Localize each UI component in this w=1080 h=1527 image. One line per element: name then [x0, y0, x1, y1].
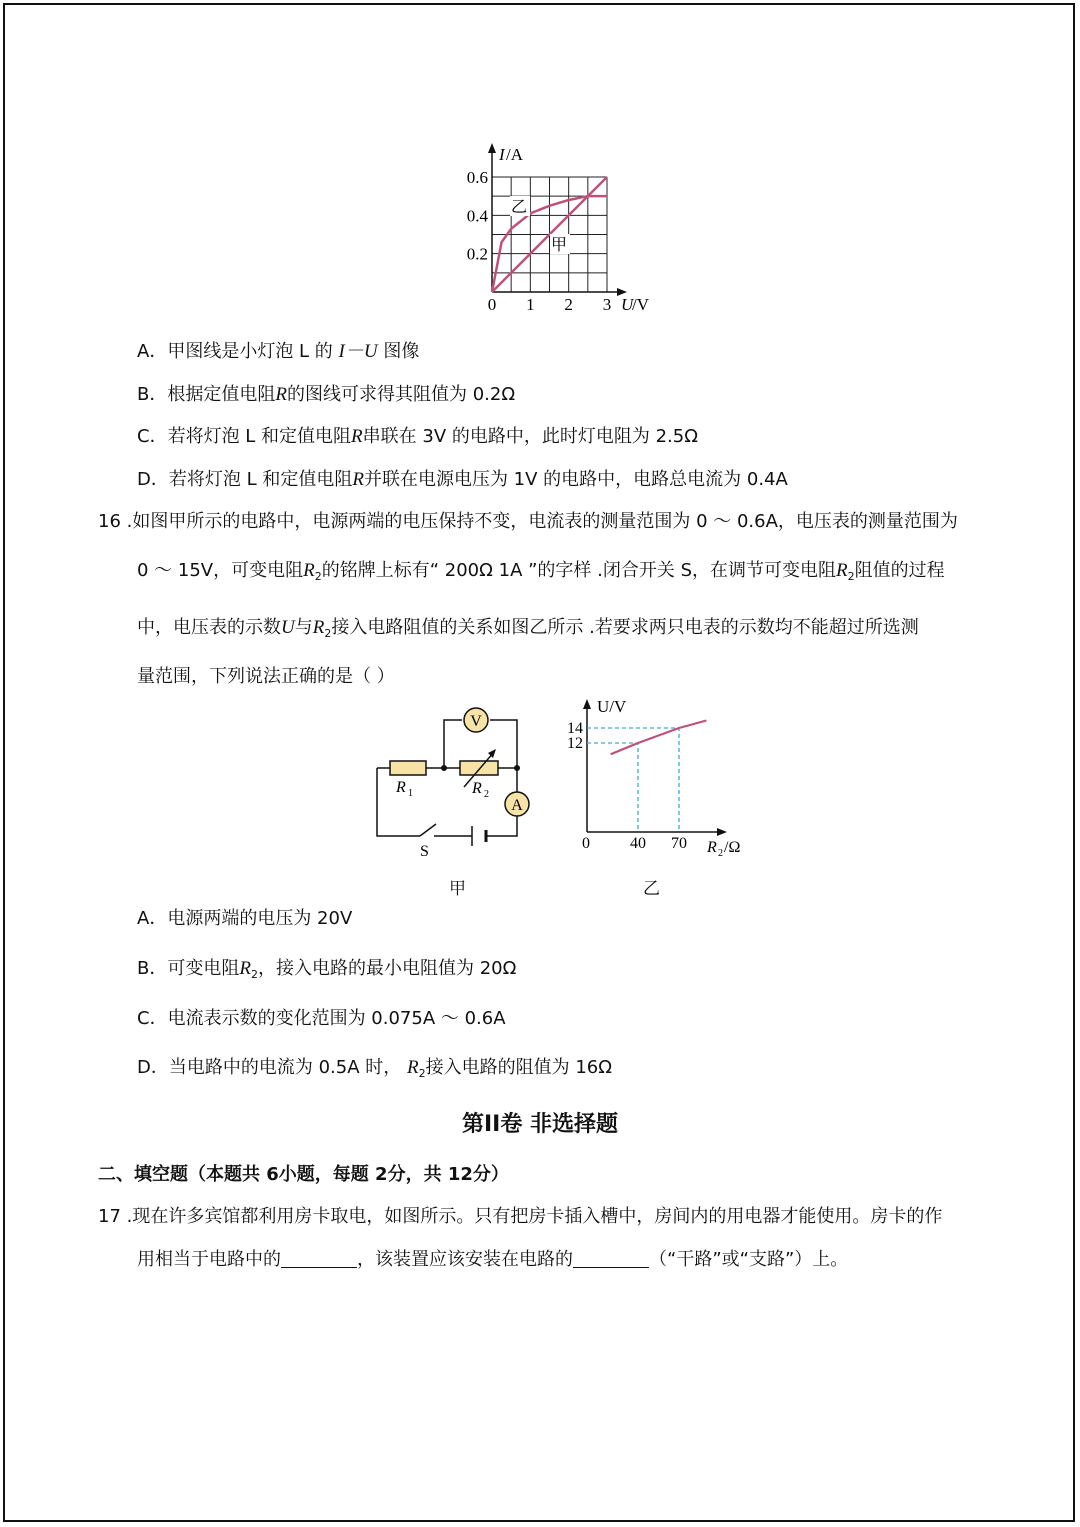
ur-series-line [611, 721, 707, 755]
ur-y-tick-label: 12 [567, 735, 583, 752]
iu-curve-jia-label: 甲 [551, 237, 568, 254]
q16-stem-line2: 0 ～ 15V，可变电阻$R_2$的铭牌上标有“ 200Ω 1A ”的字样 .闭合开关 S，在调节可变电阻$R_2$阻值的过程 [137, 560, 945, 583]
iu-y-label-unit: /A [506, 145, 523, 164]
label-r2: R [472, 780, 482, 797]
iu-x-label-var: U [621, 295, 634, 314]
ur-y-tick-label: 14 [567, 720, 583, 737]
ur-x-tick-label: 40 [630, 835, 646, 852]
q16-stem-line4: 量范围，下列说法正确的是（ ） [137, 666, 395, 687]
q16-option-d: D．当电路中的电流为 0.5A 时， $R_2$接入电路的阻值为 16Ω [137, 1057, 612, 1080]
iu-y-label-var: I [499, 145, 505, 164]
iu-x-tick-label: 0 [487, 295, 497, 314]
q15-option-a: A．甲图线是小灯泡 L 的 I－U 图像 [137, 341, 420, 362]
iu-x-tick-label: 2 [564, 295, 573, 314]
ur-x-arrow [717, 828, 727, 836]
iu-y-tick-label: 0.6 [466, 168, 488, 187]
q16-stem-line3: 中，电压表的示数U与$R_2$接入电路阻值的关系如图乙所示 .若要求两只电表的示数均不能超过所选测 [137, 617, 919, 640]
ur-x-label-unit: /Ω [724, 839, 741, 856]
ur-x-tick-label: 0 [582, 835, 590, 852]
q16-option-c: C．电流表示数的变化范围为 0.075A ～ 0.6A [137, 1008, 506, 1029]
q15-option-c: C．若将灯泡 L 和定值电阻R串联在 3V 的电路中，此时灯电阻为 2.5Ω [137, 426, 698, 447]
iu-curve-yi-label: 乙 [511, 199, 528, 216]
circuit-caption: 甲 [449, 879, 466, 899]
ur-graph-caption: 乙 [643, 879, 660, 899]
answer-blank-2[interactable] [573, 1249, 649, 1268]
ur-y-label: U/V [597, 697, 627, 716]
ur-x-label-var: R [707, 839, 717, 856]
ur-guide-40 [587, 743, 638, 832]
iu-graph [0, 0, 1080, 330]
iu-y-tick-label: 0.2 [466, 244, 488, 264]
answer-blank-1[interactable] [281, 1249, 357, 1268]
svg-text:1: 1 [408, 788, 413, 799]
q15-option-d: D．若将灯泡 L 和定值电阻R并联在电源电压为 1V 的电路中，电路总电流为 0.4A [137, 469, 788, 490]
ur-guide-lines [587, 728, 679, 832]
ur-y-arrow [583, 699, 591, 709]
svg-text:2: 2 [718, 848, 723, 859]
section-title: 二、填空题（本题共 6小题，每题 2分，共 12分） [98, 1164, 509, 1185]
iu-x-label-unit: /V [632, 295, 649, 314]
q16-option-a: A．电源两端的电压为 20V [137, 908, 353, 929]
ur-x-tick-label: 70 [671, 835, 687, 852]
iu-x-tick-label: 3 [602, 295, 612, 314]
part2-title: 第II卷 非选择题 [461, 1112, 619, 1137]
svg-text:A: A [511, 797, 523, 814]
iu-y-arrow [488, 143, 496, 153]
label-switch: S [420, 843, 429, 860]
q16-option-b: B．可变电阻$R_2$，接入电路的最小电阻值为 20Ω [137, 958, 517, 981]
q16-stem-line1: 16 .如图甲所示的电路中，电源两端的电压保持不变，电流表的测量范围为 0 ～ 0.6A，电压表的测量范围为 [98, 511, 958, 532]
q15-option-b: B．根据定值电阻R的图线可求得其阻值为 0.2Ω [137, 384, 516, 405]
q17-stem-line1: 17 .现在许多宾馆都利用房卡取电，如图所示。只有把房卡插入槽中，房间内的用电器才能使用。房卡的作 [98, 1206, 943, 1227]
ur-graph [0, 690, 1080, 890]
q17-stem-line2: 用相当于电路中的 ，该装置应该安装在电路的 （“干路”或“支路”）上。 [137, 1249, 849, 1270]
svg-text:2: 2 [484, 789, 489, 800]
iu-x-tick-label: 1 [526, 295, 535, 314]
svg-text:V: V [470, 713, 482, 730]
iu-y-tick-label: 0.4 [466, 206, 488, 226]
label-r1: R [396, 779, 406, 796]
